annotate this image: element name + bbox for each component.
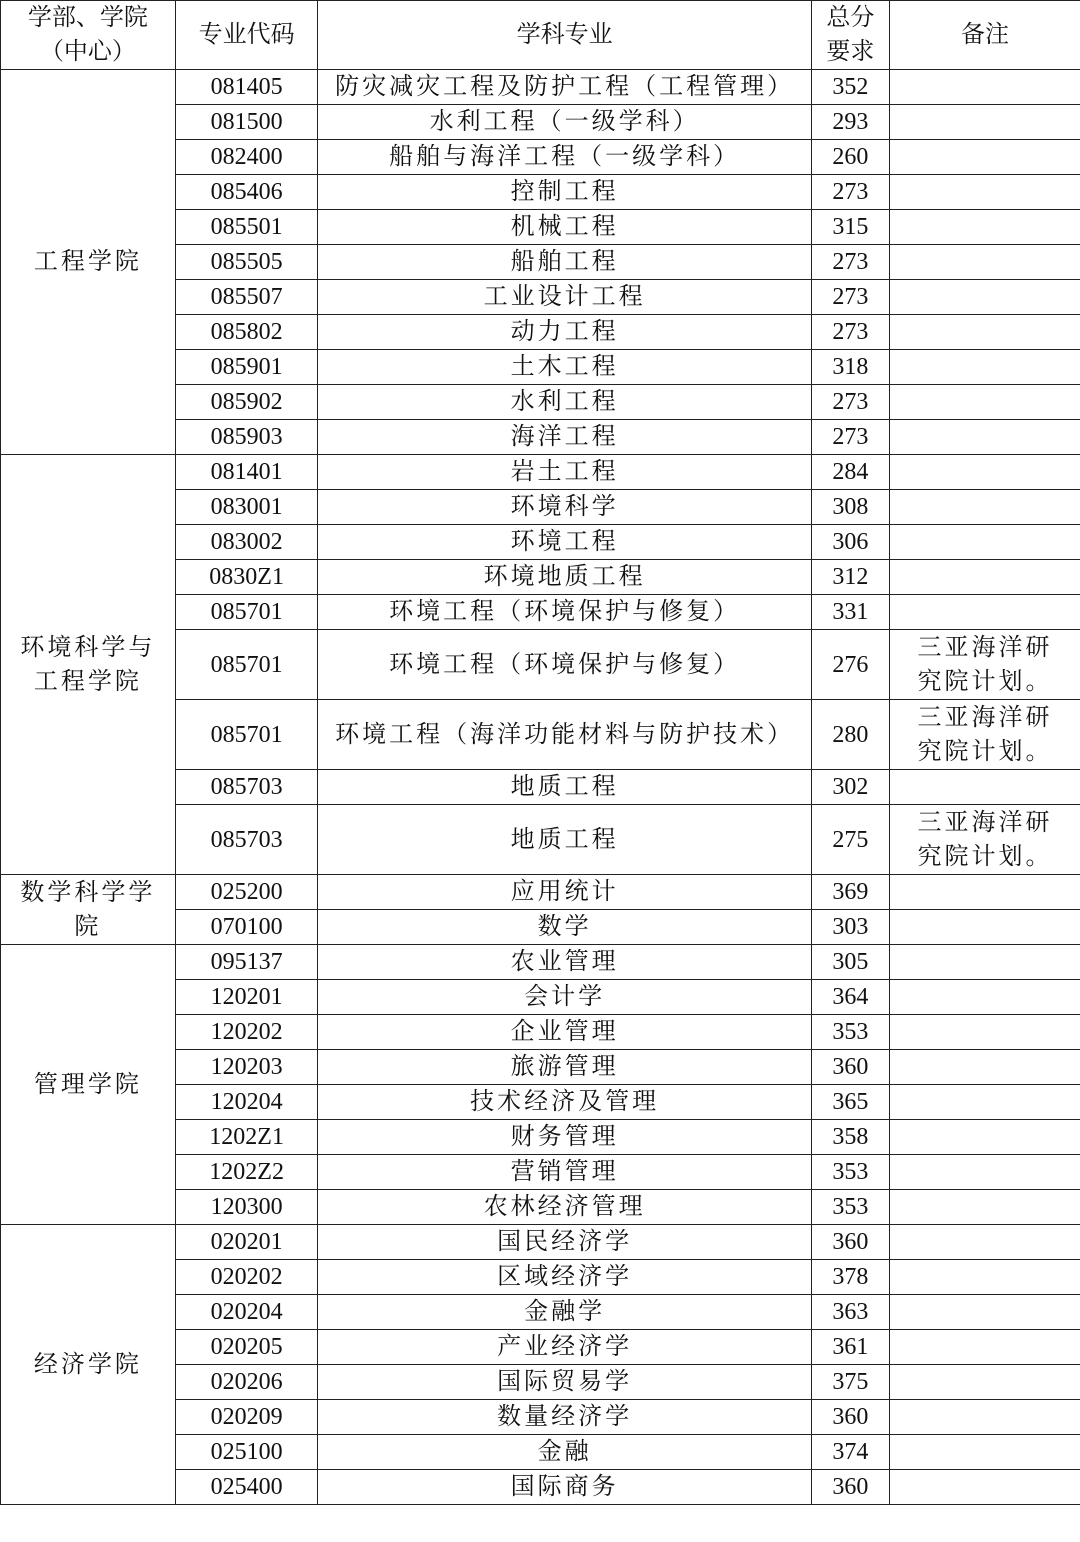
note-cell (890, 385, 1080, 420)
major-cell: 会计学 (318, 980, 811, 1015)
note-cell (890, 945, 1080, 980)
score-cell: 260 (811, 140, 889, 175)
major-cell: 环境工程 (318, 525, 811, 560)
score-cell: 364 (811, 980, 889, 1015)
major-cell: 水利工程（一级学科） (318, 105, 811, 140)
score-cell: 378 (811, 1260, 889, 1295)
major-cell: 国民经济学 (318, 1225, 811, 1260)
code-cell: 085701 (175, 595, 318, 630)
code-cell: 120300 (175, 1190, 318, 1225)
major-cell: 土木工程 (318, 350, 811, 385)
major-cell: 地质工程 (318, 805, 811, 875)
note-cell (890, 245, 1080, 280)
major-cell: 环境科学 (318, 490, 811, 525)
score-cell: 365 (811, 1085, 889, 1120)
table-row (1, 455, 1080, 490)
score-cell: 360 (811, 1470, 889, 1505)
major-cell: 企业管理 (318, 1015, 811, 1050)
score-cell: 353 (811, 1015, 889, 1050)
note-cell (890, 595, 1080, 630)
score-cell: 273 (811, 280, 889, 315)
header-college: 学部、学院（中心） (1, 1, 176, 70)
code-cell: 081401 (175, 455, 318, 490)
note-cell (890, 875, 1080, 910)
score-cell: 353 (811, 1190, 889, 1225)
score-cell: 306 (811, 525, 889, 560)
major-cell: 区域经济学 (318, 1260, 811, 1295)
code-cell: 085701 (175, 630, 318, 700)
code-cell: 085703 (175, 805, 318, 875)
code-cell: 085406 (175, 175, 318, 210)
header-row (1, 1, 1080, 70)
major-cell: 旅游管理 (318, 1050, 811, 1085)
code-cell: 020201 (175, 1225, 318, 1260)
code-cell: 120204 (175, 1085, 318, 1120)
major-cell: 产业经济学 (318, 1330, 811, 1365)
major-cell: 工业设计工程 (318, 280, 811, 315)
header-note: 备注 (890, 1, 1080, 70)
note-cell (890, 1365, 1080, 1400)
code-cell: 085507 (175, 280, 318, 315)
table-row (1, 70, 1080, 105)
note-cell: 三亚海洋研究院计划。 (890, 630, 1080, 700)
score-cell: 361 (811, 1330, 889, 1365)
note-cell (890, 1470, 1080, 1505)
code-cell: 085701 (175, 700, 318, 770)
note-cell (890, 1330, 1080, 1365)
code-cell: 120203 (175, 1050, 318, 1085)
college-cell: 环境科学与工程学院 (1, 455, 176, 875)
score-cell: 360 (811, 1225, 889, 1260)
code-cell: 085901 (175, 350, 318, 385)
score-cell: 308 (811, 490, 889, 525)
score-cell: 318 (811, 350, 889, 385)
college-cell: 工程学院 (1, 70, 176, 455)
college-cell: 管理学院 (1, 945, 176, 1225)
major-cell: 金融 (318, 1435, 811, 1470)
college-cell: 数学科学学院 (1, 875, 176, 945)
code-cell: 083001 (175, 490, 318, 525)
code-cell: 025400 (175, 1470, 318, 1505)
code-cell: 095137 (175, 945, 318, 980)
score-cell: 293 (811, 105, 889, 140)
table-row (1, 875, 1080, 910)
code-cell: 081405 (175, 70, 318, 105)
major-cell: 机械工程 (318, 210, 811, 245)
note-cell (890, 280, 1080, 315)
note-cell (890, 980, 1080, 1015)
score-cell: 312 (811, 560, 889, 595)
score-cell: 363 (811, 1295, 889, 1330)
major-cell: 应用统计 (318, 875, 811, 910)
major-cell: 控制工程 (318, 175, 811, 210)
code-cell: 081500 (175, 105, 318, 140)
major-cell: 防灾减灾工程及防护工程（工程管理） (318, 70, 811, 105)
major-cell: 海洋工程 (318, 420, 811, 455)
score-cell: 369 (811, 875, 889, 910)
major-cell: 营销管理 (318, 1155, 811, 1190)
major-cell: 船舶与海洋工程（一级学科） (318, 140, 811, 175)
score-cell: 360 (811, 1400, 889, 1435)
score-cell: 315 (811, 210, 889, 245)
score-cell: 358 (811, 1120, 889, 1155)
score-cell: 331 (811, 595, 889, 630)
code-cell: 082400 (175, 140, 318, 175)
code-cell: 025200 (175, 875, 318, 910)
score-cell: 302 (811, 770, 889, 805)
major-cell: 环境工程（环境保护与修复） (318, 630, 811, 700)
major-cell: 船舶工程 (318, 245, 811, 280)
score-cell: 353 (811, 1155, 889, 1190)
major-cell: 岩土工程 (318, 455, 811, 490)
code-cell: 085902 (175, 385, 318, 420)
note-cell (890, 140, 1080, 175)
code-cell: 020209 (175, 1400, 318, 1435)
score-cell: 280 (811, 700, 889, 770)
note-cell (890, 1190, 1080, 1225)
code-cell: 085501 (175, 210, 318, 245)
code-cell: 120201 (175, 980, 318, 1015)
table-body (1, 70, 1080, 1505)
major-cell: 水利工程 (318, 385, 811, 420)
code-cell: 085703 (175, 770, 318, 805)
note-cell (890, 1155, 1080, 1190)
score-cell: 273 (811, 385, 889, 420)
note-cell (890, 525, 1080, 560)
score-cell: 303 (811, 910, 889, 945)
note-cell (890, 105, 1080, 140)
code-cell: 020202 (175, 1260, 318, 1295)
code-cell: 085802 (175, 315, 318, 350)
note-cell (890, 1085, 1080, 1120)
code-cell: 1202Z1 (175, 1120, 318, 1155)
code-cell: 120202 (175, 1015, 318, 1050)
major-cell: 农业管理 (318, 945, 811, 980)
note-cell (890, 1225, 1080, 1260)
note-cell (890, 175, 1080, 210)
note-cell (890, 1295, 1080, 1330)
code-cell: 020206 (175, 1365, 318, 1400)
note-cell (890, 1015, 1080, 1050)
header-code: 专业代码 (175, 1, 318, 70)
note-cell: 三亚海洋研究院计划。 (890, 805, 1080, 875)
major-cell: 农林经济管理 (318, 1190, 811, 1225)
note-cell (890, 560, 1080, 595)
score-cell: 305 (811, 945, 889, 980)
score-cell: 273 (811, 420, 889, 455)
college-cell: 经济学院 (1, 1225, 176, 1505)
note-cell (890, 910, 1080, 945)
code-cell: 020205 (175, 1330, 318, 1365)
major-cell: 数量经济学 (318, 1400, 811, 1435)
score-cell: 276 (811, 630, 889, 700)
note-cell (890, 455, 1080, 490)
major-cell: 环境工程（环境保护与修复） (318, 595, 811, 630)
note-cell (890, 1050, 1080, 1085)
score-cell: 273 (811, 315, 889, 350)
score-cell: 273 (811, 175, 889, 210)
header-score: 总分要求 (811, 1, 889, 70)
major-cell: 环境地质工程 (318, 560, 811, 595)
note-cell (890, 1120, 1080, 1155)
note-cell (890, 315, 1080, 350)
note-cell (890, 1260, 1080, 1295)
header-major: 学科专业 (318, 1, 811, 70)
note-cell (890, 1400, 1080, 1435)
score-cell: 284 (811, 455, 889, 490)
note-cell (890, 210, 1080, 245)
code-cell: 025100 (175, 1435, 318, 1470)
score-cell: 375 (811, 1365, 889, 1400)
score-cell: 352 (811, 70, 889, 105)
score-cell: 273 (811, 245, 889, 280)
major-cell: 环境工程（海洋功能材料与防护技术） (318, 700, 811, 770)
code-cell: 020204 (175, 1295, 318, 1330)
score-cell: 360 (811, 1050, 889, 1085)
score-cell: 374 (811, 1435, 889, 1470)
table-row (1, 1225, 1080, 1260)
code-cell: 085903 (175, 420, 318, 455)
major-cell: 地质工程 (318, 770, 811, 805)
table-row (1, 945, 1080, 980)
note-cell (890, 70, 1080, 105)
note-cell (890, 350, 1080, 385)
major-cell: 国际商务 (318, 1470, 811, 1505)
major-cell: 国际贸易学 (318, 1365, 811, 1400)
code-cell: 070100 (175, 910, 318, 945)
code-cell: 1202Z2 (175, 1155, 318, 1190)
major-cell: 动力工程 (318, 315, 811, 350)
code-cell: 085505 (175, 245, 318, 280)
note-cell (890, 420, 1080, 455)
major-cell: 财务管理 (318, 1120, 811, 1155)
note-cell (890, 1435, 1080, 1470)
score-cell: 275 (811, 805, 889, 875)
code-cell: 083002 (175, 525, 318, 560)
note-cell (890, 770, 1080, 805)
major-cell: 金融学 (318, 1295, 811, 1330)
note-cell (890, 490, 1080, 525)
note-cell: 三亚海洋研究院计划。 (890, 700, 1080, 770)
code-cell: 0830Z1 (175, 560, 318, 595)
major-cell: 技术经济及管理 (318, 1085, 811, 1120)
major-cell: 数学 (318, 910, 811, 945)
